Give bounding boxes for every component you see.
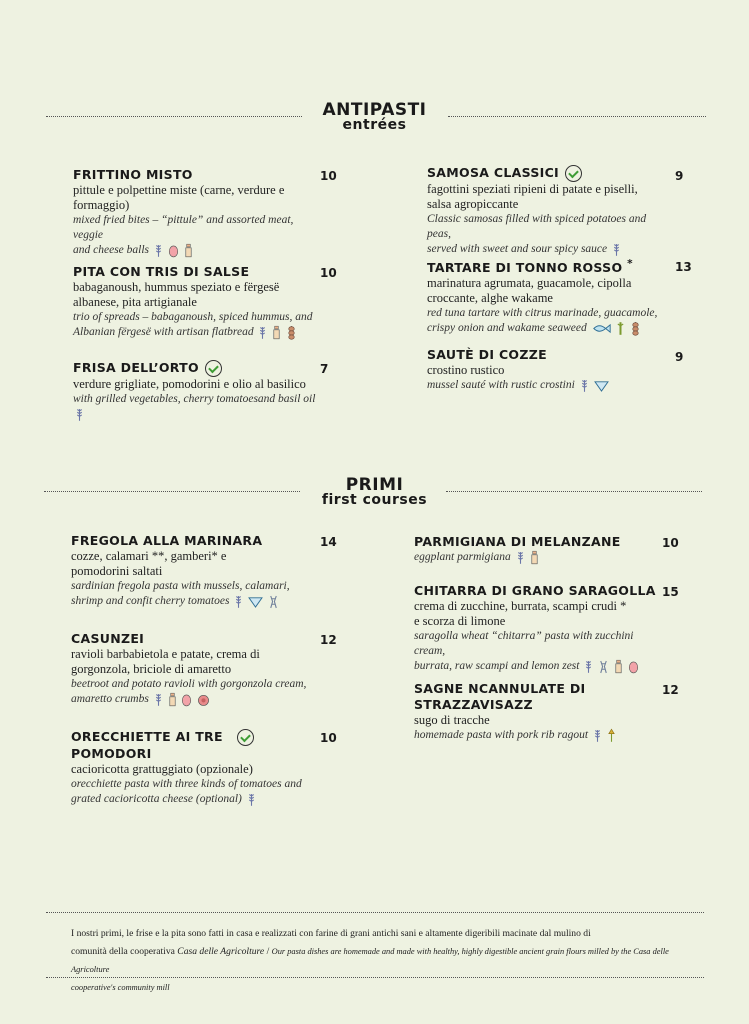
footer-divider-bottom bbox=[46, 977, 704, 978]
item-description-en: sardinian fregola pasta with mussels, calamari, bbox=[71, 580, 290, 592]
item-description-it: formaggio) bbox=[73, 198, 130, 212]
item-name: FREGOLA ALLA MARINARA bbox=[71, 533, 263, 548]
item-description-en: trio of spreads – babaganoush, spiced hummus, and bbox=[73, 311, 313, 323]
mollusc-icon bbox=[594, 379, 609, 392]
item-description-it: gorgonzola, briciole di amaretto bbox=[71, 662, 232, 676]
milk-bottle-icon bbox=[614, 659, 623, 674]
primi-title: PRIMI bbox=[345, 475, 404, 495]
item-description-en: saragolla wheat “chitarra” pasta with zucchini cream, bbox=[414, 630, 634, 657]
item-price: 15 bbox=[662, 585, 679, 599]
shrimp-icon bbox=[268, 594, 279, 609]
item-description-it: sugo di tracche bbox=[414, 713, 490, 727]
item-description-en: shrimp and confit cherry tomatoes bbox=[71, 595, 230, 608]
item-price: 10 bbox=[320, 169, 337, 183]
item-price: 10 bbox=[320, 731, 337, 745]
wheat-icon bbox=[234, 594, 243, 609]
vegan-check-icon bbox=[565, 165, 582, 182]
menu-item-chitarra-di-grano-saragolla bbox=[414, 583, 659, 674]
item-price: 12 bbox=[320, 633, 337, 647]
vegan-check-icon bbox=[237, 729, 254, 746]
item-name: SAUTÈ DI COZZE bbox=[427, 347, 547, 362]
menu-item-saute-di-cozze bbox=[427, 347, 667, 393]
item-description-it: e scorza di limone bbox=[414, 614, 506, 628]
item-description-it: croccante, alghe wakame bbox=[427, 291, 553, 306]
item-name: PITA CON TRIS DI SALSE bbox=[73, 264, 250, 279]
antipasti-title: ANTIPASTI bbox=[322, 100, 427, 120]
item-price: 10 bbox=[320, 266, 337, 280]
shrimp-icon bbox=[598, 659, 609, 674]
footer-text-en: Our pasta dishes are homemade and made with healthy, highly digestible ancient grain flours milled by the Casa delle Agricolture bbox=[71, 947, 669, 974]
item-description-en: Albanian fërgesë with artisan flatbread bbox=[73, 326, 254, 339]
footer-note bbox=[71, 925, 691, 997]
item-name: SAMOSA CLASSICI bbox=[427, 165, 560, 180]
item-description-en: homemade pasta with pork rib ragout bbox=[414, 729, 589, 742]
milk-bottle-icon bbox=[530, 550, 539, 565]
item-description-it: pomodorini saltati bbox=[71, 564, 163, 578]
item-price: 9 bbox=[675, 169, 684, 183]
footer-text-it-2: comunità della cooperativa bbox=[71, 946, 178, 957]
wheat-icon bbox=[75, 407, 84, 422]
item-price: 12 bbox=[662, 683, 679, 697]
wheat-icon bbox=[516, 550, 525, 565]
item-description-en: mussel sauté with rustic crostini bbox=[427, 379, 575, 392]
item-description-en: and cheese balls bbox=[73, 244, 150, 257]
menu-item-frisa-dell-orto bbox=[73, 360, 318, 422]
wheat-icon bbox=[580, 378, 589, 393]
item-description-it: cozze, calamari **, gamberi* e bbox=[71, 549, 227, 563]
item-name-line2: STRAZZAVISAZZ bbox=[414, 697, 533, 712]
mollusc-icon bbox=[248, 595, 263, 608]
soy-icon bbox=[286, 325, 297, 340]
item-description-en: beetroot and potato ravioli with gorgonzola cream, bbox=[71, 678, 307, 690]
item-description-en: mixed fried bites – “pittule” and assorted meat, veggie bbox=[73, 214, 294, 241]
item-name: FRISA DELL’ORTO bbox=[73, 360, 199, 375]
item-description-it: fagottini speziati ripieni di patate e piselli, bbox=[427, 182, 638, 196]
primi-subtitle: first courses bbox=[321, 492, 428, 508]
mustard-icon bbox=[607, 728, 616, 743]
menu-item-frittino-misto bbox=[73, 167, 313, 258]
item-name: PARMIGIANA DI MELANZANE bbox=[414, 534, 621, 549]
wheat-icon bbox=[593, 728, 602, 743]
footer-text-it: I nostri primi, le frise e la pita sono fatti in casa e realizzati con farine di grani antichi sani e altamente digeribili macinate dal mulino di bbox=[71, 928, 591, 939]
wheat-icon bbox=[584, 659, 593, 674]
item-price: 9 bbox=[675, 350, 684, 364]
soy-icon bbox=[630, 321, 641, 336]
item-description-it: ravioli barbabietola e patate, crema di bbox=[71, 647, 260, 661]
item-name: CASUNZEI bbox=[71, 631, 145, 646]
item-name: FRITTINO MISTO bbox=[73, 167, 193, 182]
wheat-icon bbox=[247, 792, 256, 807]
milk-bottle-icon bbox=[168, 692, 177, 707]
item-description-en: crispy onion and wakame seaweed bbox=[427, 322, 587, 335]
item-description-it: albanese, pita artigianale bbox=[73, 295, 197, 309]
vegan-check-icon bbox=[205, 360, 222, 377]
antipasti-subtitle: entrées bbox=[342, 117, 407, 133]
menu-item-pita-con-tris-di-salse bbox=[73, 264, 313, 340]
item-name: ORECCHIETTE AI TRE bbox=[71, 729, 223, 744]
item-description-en: burrata, raw scampi and lemon zest bbox=[414, 660, 580, 673]
item-description-it: crostino rustico bbox=[427, 363, 505, 377]
menu-item-sagne-ncannulate bbox=[414, 681, 659, 743]
menu-item-orecchiette-ai-tre-pomodori bbox=[71, 729, 316, 807]
wheat-icon bbox=[612, 242, 621, 257]
fish-icon bbox=[592, 322, 612, 335]
item-name: CHITARRA DI GRANO SARAGOLLA bbox=[414, 583, 656, 598]
item-name: SAGNE NCANNULATE DI bbox=[414, 681, 586, 696]
celery-icon bbox=[616, 321, 625, 336]
item-description-it: verdure grigliate, pomodorini e olio al basilico bbox=[73, 377, 306, 391]
item-description-en: eggplant parmigiana bbox=[414, 551, 511, 564]
footer-brand: Casa delle Agricolture bbox=[177, 946, 265, 957]
footer-divider-top bbox=[46, 912, 704, 913]
egg-icon bbox=[168, 243, 179, 258]
item-description-en: orecchiette pasta with three kinds of tomatoes and bbox=[71, 778, 302, 790]
item-description-en: grated cacioricotta cheese (optional) bbox=[71, 793, 242, 806]
item-description-it: pittule e polpettine miste (carne, verdure e bbox=[73, 183, 285, 197]
item-price: 7 bbox=[320, 362, 329, 376]
menu-item-samosa-classici bbox=[427, 165, 667, 257]
footer-separator: / bbox=[264, 946, 272, 957]
menu-item-tartare-di-tonno-rosso bbox=[427, 256, 667, 336]
item-description-en: Classic samosas filled with spiced potatoes and peas, bbox=[427, 213, 647, 240]
menu-item-fregola-alla-marinara bbox=[71, 533, 311, 609]
item-description-it: babaganoush, hummus speziato e fërgesë bbox=[73, 280, 280, 294]
item-mark: * bbox=[627, 258, 633, 270]
item-description-it: salsa agropiccante bbox=[427, 197, 519, 211]
milk-bottle-icon bbox=[184, 243, 193, 258]
menu-item-parmigiana-di-melanzane bbox=[414, 534, 659, 565]
milk-bottle-icon bbox=[272, 325, 281, 340]
item-name-line2: POMODORI bbox=[71, 746, 152, 761]
item-description-it: cacioricotta grattuggiato (opzionale) bbox=[71, 762, 253, 776]
item-price: 10 bbox=[662, 536, 679, 550]
item-description-it: crema di zucchine, burrata, scampi crudi * bbox=[414, 599, 627, 613]
item-description-en: with grilled vegetables, cherry tomatoesand basil oil bbox=[73, 393, 316, 405]
item-description-en: amaretto crumbs bbox=[71, 693, 149, 706]
wheat-icon bbox=[154, 243, 163, 258]
item-description-en: red tuna tartare with citrus marinade, guacamole, bbox=[427, 307, 658, 320]
footer-text-en-2: cooperative's community mill bbox=[71, 983, 170, 992]
wheat-icon bbox=[154, 692, 163, 707]
menu-item-casunzei bbox=[71, 631, 311, 707]
nut-icon bbox=[197, 692, 210, 707]
item-description-en: served with sweet and sour spicy sauce bbox=[427, 243, 608, 256]
item-name: TARTARE DI TONNO ROSSO bbox=[427, 260, 623, 276]
item-price: 13 bbox=[675, 260, 692, 274]
egg-icon bbox=[181, 692, 192, 707]
item-price: 14 bbox=[320, 535, 337, 549]
egg-icon bbox=[628, 659, 639, 674]
item-description-it: marinatura agrumata, guacamole, cipolla bbox=[427, 276, 632, 291]
wheat-icon bbox=[258, 325, 267, 340]
